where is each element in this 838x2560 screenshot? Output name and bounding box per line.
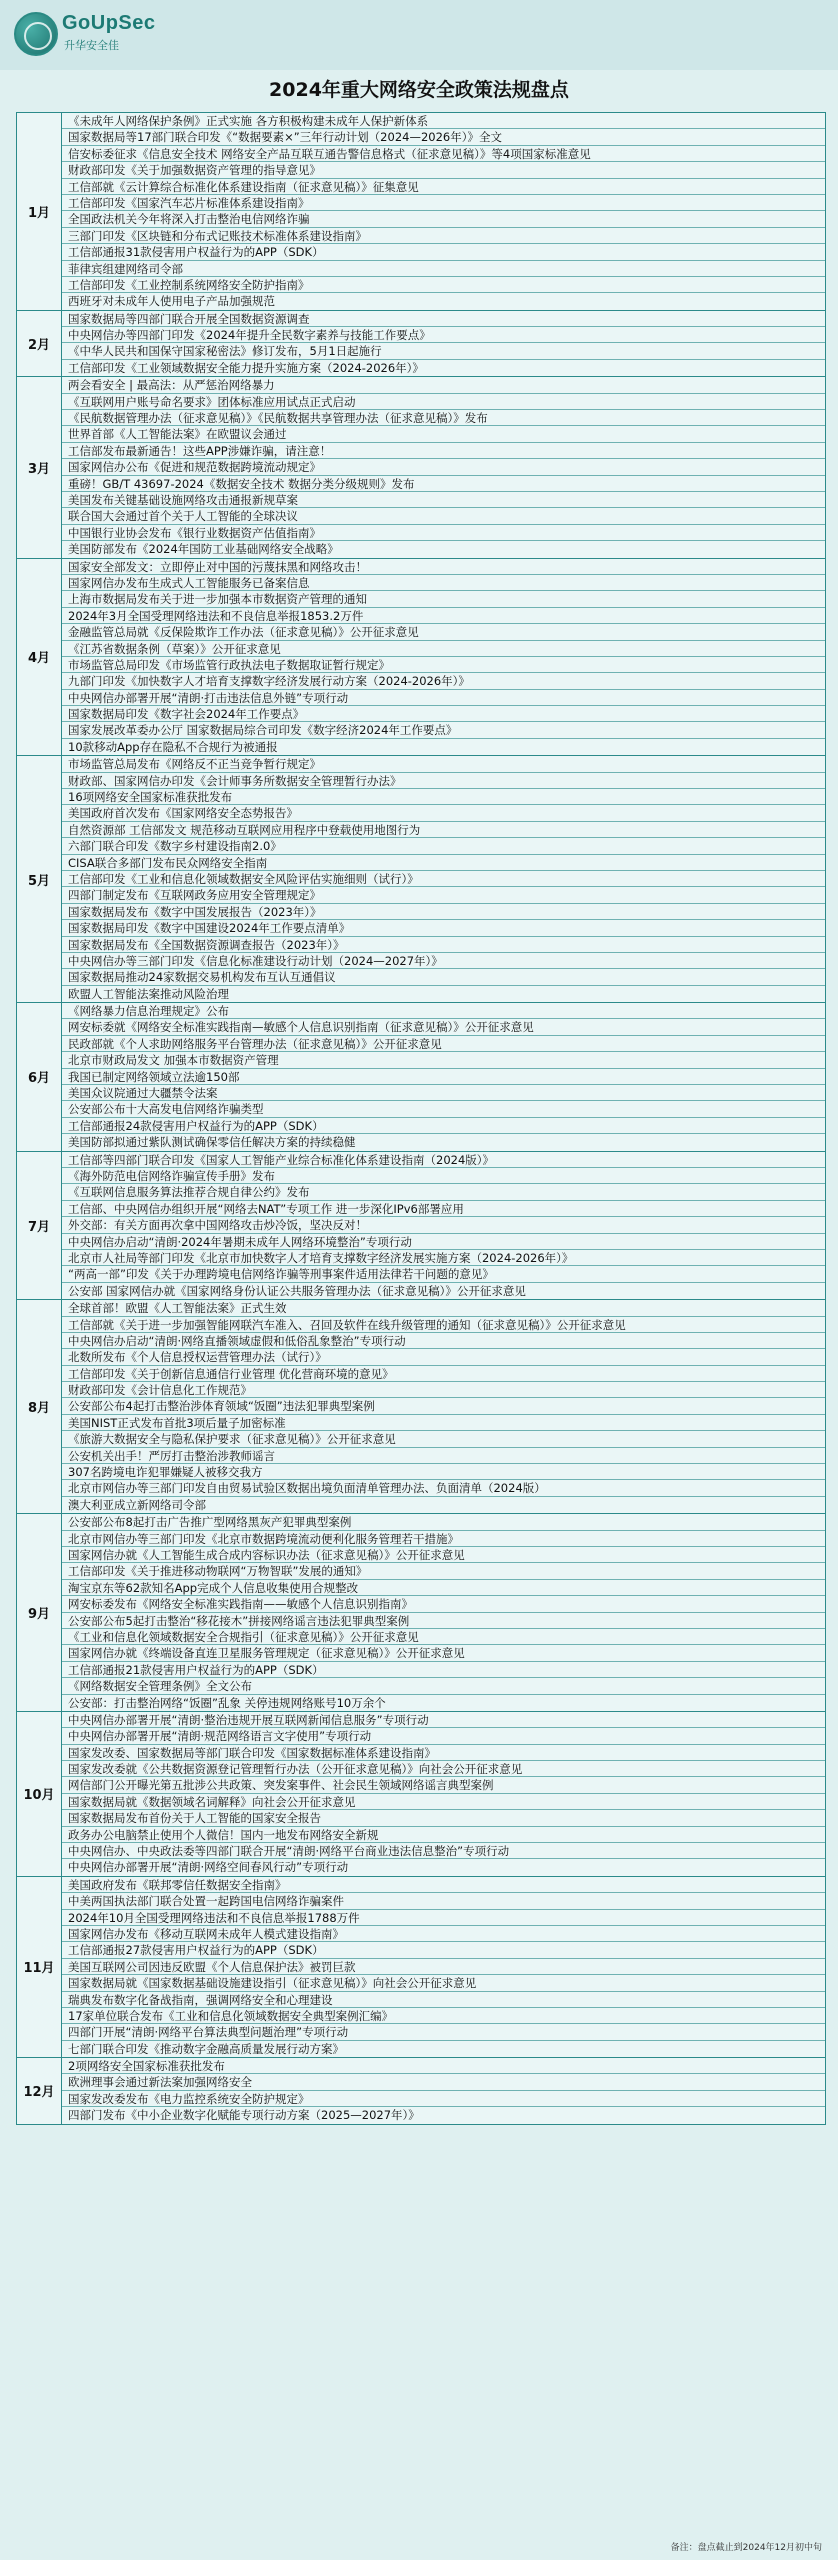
policy-item: 《网络数据安全管理条例》全文公布 (62, 1678, 825, 1694)
policy-item: 16项网络安全国家标准获批发布 (62, 789, 825, 805)
policy-item: 中美两国执法部门联合处置一起跨国电信网络诈骗案件 (62, 1893, 825, 1909)
policy-item: 公安部公布8起打击广告推广型网络黑灰产犯罪典型案例 (62, 1514, 825, 1530)
policy-item: 工信部发布最新通告！这些APP涉嫌诈骗，请注意！ (62, 443, 825, 459)
month-row (17, 1877, 825, 2058)
policy-item: 中国银行业协会发布《银行业数据资产估值指南》 (62, 525, 825, 541)
policy-item: 《旅游大数据安全与隐私保护要求（征求意见稿）》公开征求意见 (62, 1431, 825, 1447)
policy-item: 中央网信办部署开展“清朗·整治违规开展互联网新闻信息服务”专项行动 (62, 1712, 825, 1728)
month-label: 3月 (17, 377, 62, 557)
policy-item: 联合国大会通过首个关于人工智能的全球决议 (62, 508, 825, 524)
policy-item: 《江苏省数据条例（草案）》公开征求意见 (62, 641, 825, 657)
month-label: 6月 (17, 1003, 62, 1151)
policy-item: 欧盟人工智能法案推动风险治理 (68, 986, 229, 1001)
policy-item: 国家网信办发布生成式人工智能服务已备案信息 (62, 575, 825, 591)
policy-item: 北数所发布《个人信息授权运营管理办法（试行）》 (62, 1349, 825, 1365)
policy-item: 工信部通报21款侵害用户权益行为的APP（SDK） (62, 1662, 825, 1678)
policy-item: 国家网信办就《人工智能生成合成内容标识办法（征求意见稿）》公开征求意见 (62, 1547, 825, 1563)
policy-item: 公安部公布十大高发电信网络诈骗类型 (62, 1101, 825, 1117)
page-title: 2024年重大网络安全政策法规盘点 (0, 72, 838, 108)
policy-item: 公安机关出手！严厉打击整治涉教师谣言 (62, 1448, 825, 1464)
month-row (17, 559, 825, 757)
month-label: 8月 (17, 1300, 62, 1513)
policy-item: 国家网信办公布《促进和规范数据跨境流动规定》 (62, 459, 825, 475)
month-label: 9月 (17, 1514, 62, 1711)
policy-item: 四部门开展“清朗·网络平台算法典型问题治理”专项行动 (62, 2024, 825, 2040)
month-items (62, 1003, 825, 1151)
month-row (17, 377, 825, 558)
policy-item: 网安标委就《网络安全标准实践指南—敏感个人信息识别指南（征求意见稿）》公开征求意见 (62, 1019, 825, 1035)
policy-item: 中央网信办部署开展“清朗·规范网络语言文字使用”专项行动 (62, 1728, 825, 1744)
month-row (17, 1152, 825, 1301)
month-row (17, 2058, 825, 2124)
month-row (17, 756, 825, 1003)
month-row (17, 1300, 825, 1514)
policy-item: 北京市网信办等三部门印发《北京市数据跨境流动便利化服务管理若干措施》 (62, 1531, 825, 1547)
policy-item: 工信部、中央网信办组织开展“网络去NAT”专项工作 进一步深化IPv6部署应用 (62, 1201, 825, 1217)
policy-item: 国家数据局推动24家数据交易机构发布互认互通倡议 (62, 969, 825, 985)
policy-item: 美国NIST正式发布首批3项后量子加密标准 (62, 1415, 825, 1431)
policy-item: 《网络暴力信息治理规定》公布 (62, 1003, 825, 1019)
month-items (62, 2058, 825, 2124)
policy-item: 工信部通报27款侵害用户权益行为的APP（SDK） (62, 1942, 825, 1958)
policy-item: 北京市网信办等三部门印发自由贸易试验区数据出境负面清单管理办法、负面清单（2024版） (62, 1480, 825, 1496)
policy-item: 国家网信办就《终端设备直连卫星服务管理规定（征求意见稿）》公开征求意见 (62, 1645, 825, 1661)
policy-item: 信安标委征求《信息安全技术 网络安全产品互联互通告警信息格式（征求意见稿）》等4项国家标准意见 (62, 146, 825, 162)
month-label: 5月 (17, 756, 62, 1002)
policy-item: 工信部就《关于进一步加强智能网联汽车准入、召回及软件在线升级管理的通知（征求意见稿）》公开征求意见 (62, 1317, 825, 1333)
month-label: 7月 (17, 1152, 62, 1300)
month-items (62, 1514, 825, 1711)
policy-item: 10款移动App存在隐私不合规行为被通报 (68, 739, 278, 754)
policy-item: 财政部印发《关于加强数据资产管理的指导意见》 (62, 162, 825, 178)
policy-item: 工信部印发《关于创新信息通信行业管理 优化营商环境的意见》 (62, 1366, 825, 1382)
policy-item: 美国众议院通过大疆禁令法案 (62, 1085, 825, 1101)
policy-item: 全球首部！欧盟《人工智能法案》正式生效 (62, 1300, 825, 1316)
policy-item: 公安部：打击整治网络“饭圈”乱象 关停违规网络账号10万余个 (68, 1695, 386, 1710)
policy-item: 工信部印发《工业和信息化领域数据安全风险评估实施细则（试行）》 (62, 871, 825, 887)
policy-item: 国家发改委、国家数据局等部门联合印发《国家数据标准体系建设指南》 (62, 1745, 825, 1761)
policy-item: 西班牙对未成年人使用电子产品加强规范 (68, 294, 275, 309)
month-row (17, 113, 825, 311)
policy-item: 国家发改委就《公共数据资源登记管理暂行办法（公开征求意见稿）》向社会公开征求意见 (62, 1761, 825, 1777)
policy-item: 工信部就《云计算综合标准化体系建设指南（征求意见稿）》征集意见 (62, 179, 825, 195)
policy-item: 重磅！GB/T 43697-2024《数据安全技术 数据分类分级规则》发布 (62, 476, 825, 492)
policy-item: 《未成年人网络保护条例》正式实施 各方积极构建未成年人保护新体系 (62, 113, 825, 129)
policy-item: 中央网信办等三部门印发《信息化标准建设行动计划（2024—2027年）》 (62, 953, 825, 969)
month-items (62, 559, 825, 756)
logo-icon (14, 12, 58, 56)
month-label: 1月 (17, 113, 62, 310)
month-items (62, 1152, 825, 1300)
month-label: 11月 (17, 1877, 62, 2057)
policy-item: 市场监管总局印发《市场监管行政执法电子数据取证暂行规定》 (62, 657, 825, 673)
policy-item: 工信部印发《国家汽车芯片标准体系建设指南》 (62, 195, 825, 211)
policy-item: 四部门制定发布《互联网政务应用安全管理规定》 (62, 887, 825, 903)
month-row (17, 1712, 825, 1877)
policy-item: 两会看安全 | 最高法：从严惩治网络暴力 (62, 377, 825, 393)
policy-item: 公安部公布4起打击整治涉体育领域“饭圈”违法犯罪典型案例 (62, 1398, 825, 1414)
policy-item: 金融监管总局就《反保险欺诈工作办法（征求意见稿）》公开征求意见 (62, 624, 825, 640)
policy-item: 中央网信办启动“清朗·2024年暑期未成年人网络环境整治”专项行动 (62, 1234, 825, 1250)
policy-item: 网安标委发布《网络安全标准实践指南——敏感个人信息识别指南》 (62, 1596, 825, 1612)
policy-item: 北京市人社局等部门印发《北京市加快数字人才培育支撑数字经济发展实施方案（2024-2026年）》 (62, 1250, 825, 1266)
policy-item: 工信部通报24款侵害用户权益行为的APP（SDK） (62, 1118, 825, 1134)
policy-item: 美国防部拟通过紫队测试确保零信任解决方案的持续稳健 (68, 1135, 356, 1150)
policy-item: 三部门印发《区块链和分布式记账技术标准体系建设指南》 (62, 228, 825, 244)
policy-item: 美国互联网公司因违反欧盟《个人信息保护法》被罚巨款 (62, 1959, 825, 1975)
policy-item: 中央网信办部署开展“清朗·打击违法信息外链”专项行动 (62, 690, 825, 706)
policy-item: 我国已制定网络领域立法逾150部 (62, 1069, 825, 1085)
month-label: 10月 (17, 1712, 62, 1876)
policy-item: 国家数据局印发《数字中国建设2024年工作要点清单》 (62, 920, 825, 936)
policy-item: 307名跨境电诈犯罪嫌疑人被移交我方 (62, 1464, 825, 1480)
month-items (62, 1712, 825, 1876)
policy-item: 中央网信办、中央政法委等四部门联合开展“清朗·网络平台商业违法信息整治”专项行动 (62, 1843, 825, 1859)
month-items (62, 377, 825, 557)
policy-item: 民政部就《个人求助网络服务平台管理办法（征求意见稿）》公开征求意见 (62, 1036, 825, 1052)
policy-item: 外交部：有关方面再次拿中国网络攻击炒冷饭，坚决反对！ (62, 1217, 825, 1233)
policy-item: 《互联网用户账号命名要求》团体标准应用试点正式启动 (62, 394, 825, 410)
policy-item: 公安部公布5起打击整治“移花接木”拼接网络谣言违法犯罪典型案例 (62, 1613, 825, 1629)
month-row (17, 1514, 825, 1712)
month-row (17, 1003, 825, 1152)
policy-item: 美国政府首次发布《国家网络安全态势报告》 (62, 805, 825, 821)
policy-item: 国家数据局就《数据领域名词解释》向社会公开征求意见 (62, 1794, 825, 1810)
policy-item: 《民航数据管理办法（征求意见稿）》《民航数据共享管理办法（征求意见稿）》发布 (62, 410, 825, 426)
policy-item: 网信部门公开曝光第五批涉公共政策、突发案事件、社会民生领域网络谣言典型案例 (62, 1777, 825, 1793)
policy-item: 《海外防范电信网络诈骗宣传手册》发布 (62, 1168, 825, 1184)
policy-item: 《中华人民共和国保守国家秘密法》修订发布，5月1日起施行 (62, 343, 825, 359)
policy-item: 工信部印发《工业控制系统网络安全防护指南》 (62, 277, 825, 293)
policy-item: 《工业和信息化领域数据安全合规指引（征求意见稿）》公开征求意见 (62, 1629, 825, 1645)
policy-item: 2024年3月全国受理网络违法和不良信息举报1853.2万件 (62, 608, 825, 624)
policy-item: 国家发改委发布《电力监控系统安全防护规定》 (62, 2091, 825, 2107)
policy-table (16, 112, 826, 2125)
policy-item: 工信部通报31款侵害用户权益行为的APP（SDK） (62, 244, 825, 260)
policy-item: 财政部、国家网信办印发《会计师事务所数据安全管理暂行办法》 (62, 773, 825, 789)
policy-item: 上海市数据局发布关于进一步加强本市数据资产管理的通知 (62, 591, 825, 607)
policy-item: 美国发布关键基础设施网络攻击通报新规草案 (62, 492, 825, 508)
policy-item: 欧洲理事会通过新法案加强网络安全 (62, 2074, 825, 2090)
policy-item: “两高一部”印发《关于办理跨境电信网络诈骗等刑事案件适用法律若干问题的意见》 (62, 1266, 825, 1282)
policy-item: 国家数据局就《国家数据基础设施建设指引（征求意见稿）》向社会公开征求意见 (62, 1975, 825, 1991)
policy-item: 2项网络安全国家标准获批发布 (62, 2058, 825, 2074)
policy-item: 六部门联合印发《数字乡村建设指南2.0》 (62, 838, 825, 854)
policy-item: 国家发展改革委办公厅 国家数据局综合司印发《数字经济2024年工作要点》 (62, 722, 825, 738)
policy-item: 国家数据局印发《数字社会2024年工作要点》 (62, 706, 825, 722)
policy-item: 工信部等四部门联合印发《国家人工智能产业综合标准化体系建设指南（2024版）》 (62, 1152, 825, 1168)
policy-item: 世界首部《人工智能法案》在欧盟议会通过 (62, 426, 825, 442)
policy-item: 淘宝京东等62款知名App完成个人信息收集使用合规整改 (62, 1580, 825, 1596)
policy-item: 中央网信办等四部门印发《2024年提升全民数字素养与技能工作要点》 (62, 327, 825, 343)
month-items (62, 113, 825, 310)
header (0, 0, 838, 70)
policy-item: 财政部印发《会计信息化工作规范》 (62, 1382, 825, 1398)
policy-item: 政务办公电脑禁止使用个人微信！国内一地发布网络安全新规 (62, 1827, 825, 1843)
policy-item: 市场监管总局发布《网络反不正当竞争暂行规定》 (62, 756, 825, 772)
month-items (62, 1877, 825, 2057)
month-row (17, 311, 825, 378)
policy-item: 四部门发布《中小企业数字化赋能专项行动方案（2025—2027年）》 (68, 2108, 420, 2123)
policy-item: 国家数据局发布《全国数据资源调查报告（2023年）》 (62, 937, 825, 953)
policy-item: 国家网信办发布《移动互联网未成年人模式建设指南》 (62, 1926, 825, 1942)
policy-item: 工信部印发《关于推进移动物联网“万物智联”发展的通知》 (62, 1563, 825, 1579)
policy-item: 九部门印发《加快数字人才培育支撑数字经济发展行动方案（2024-2026年）》 (62, 673, 825, 689)
policy-item: 全国政法机关今年将深入打击整治电信网络诈骗 (62, 211, 825, 227)
policy-item: 国家数据局发布首份关于人工智能的国家安全报告 (62, 1810, 825, 1826)
policy-item: 17家单位联合发布《工业和信息化领域数据安全典型案例汇编》 (62, 2008, 825, 2024)
month-items (62, 311, 825, 377)
policy-item: 国家数据局等17部门联合印发《“数据要素×”三年行动计划（2024—2026年）》全文 (62, 129, 825, 145)
policy-item: 澳大利亚成立新网络司令部 (68, 1497, 206, 1512)
policy-item: 国家数据局发布《数字中国发展报告（2023年）》 (62, 904, 825, 920)
policy-item: 工信部印发《工业领域数据安全能力提升实施方案（2024-2026年）》 (68, 360, 424, 375)
policy-item: 《互联网信息服务算法推荐合规自律公约》发布 (62, 1184, 825, 1200)
policy-item: 公安部 国家网信办就《国家网络身份认证公共服务管理办法（征求意见稿）》公开征求意见 (68, 1283, 526, 1298)
policy-item: 美国政府发布《联邦零信任数据安全指南》 (62, 1877, 825, 1893)
brand-name: GoUpSec (62, 12, 156, 34)
brand-logo (14, 10, 174, 58)
policy-item: 2024年10月全国受理网络违法和不良信息举报1788万件 (62, 1910, 825, 1926)
month-label: 12月 (17, 2058, 62, 2124)
footer-note: 备注：盘点截止到2024年12月初中旬 (670, 2543, 822, 2553)
policy-item: 七部门联合印发《推动数字金融高质量发展行动方案》 (68, 2041, 344, 2056)
month-label: 4月 (17, 559, 62, 756)
policy-item: 国家数据局等四部门联合开展全国数据资源调查 (62, 311, 825, 327)
policy-item: 中央网信办部署开展“清朗·网络空间春风行动”专项行动 (68, 1860, 349, 1875)
month-items (62, 756, 825, 1002)
policy-item: 瑞典发布数字化备战指南，强调网络安全和心理建设 (62, 1992, 825, 2008)
policy-item: 菲律宾组建网络司令部 (62, 261, 825, 277)
policy-item: 中央网信办启动“清朗·网络直播领域虚假和低俗乱象整治”专项行动 (62, 1333, 825, 1349)
month-label: 2月 (17, 311, 62, 377)
brand-subtitle: 升华安全佳 (64, 39, 119, 52)
policy-item: CISA联合多部门发布民众网络安全指南 (62, 855, 825, 871)
policy-item: 北京市财政局发文 加强本市数据资产管理 (62, 1052, 825, 1068)
policy-item: 美国防部发布《2024年国防工业基础网络安全战略》 (68, 542, 339, 557)
policy-item: 自然资源部 工信部发文 规范移动互联网应用程序中登载使用地图行为 (62, 822, 825, 838)
month-items (62, 1300, 825, 1513)
policy-item: 国家安全部发文：立即停止对中国的污蔑抹黑和网络攻击！ (62, 559, 825, 575)
